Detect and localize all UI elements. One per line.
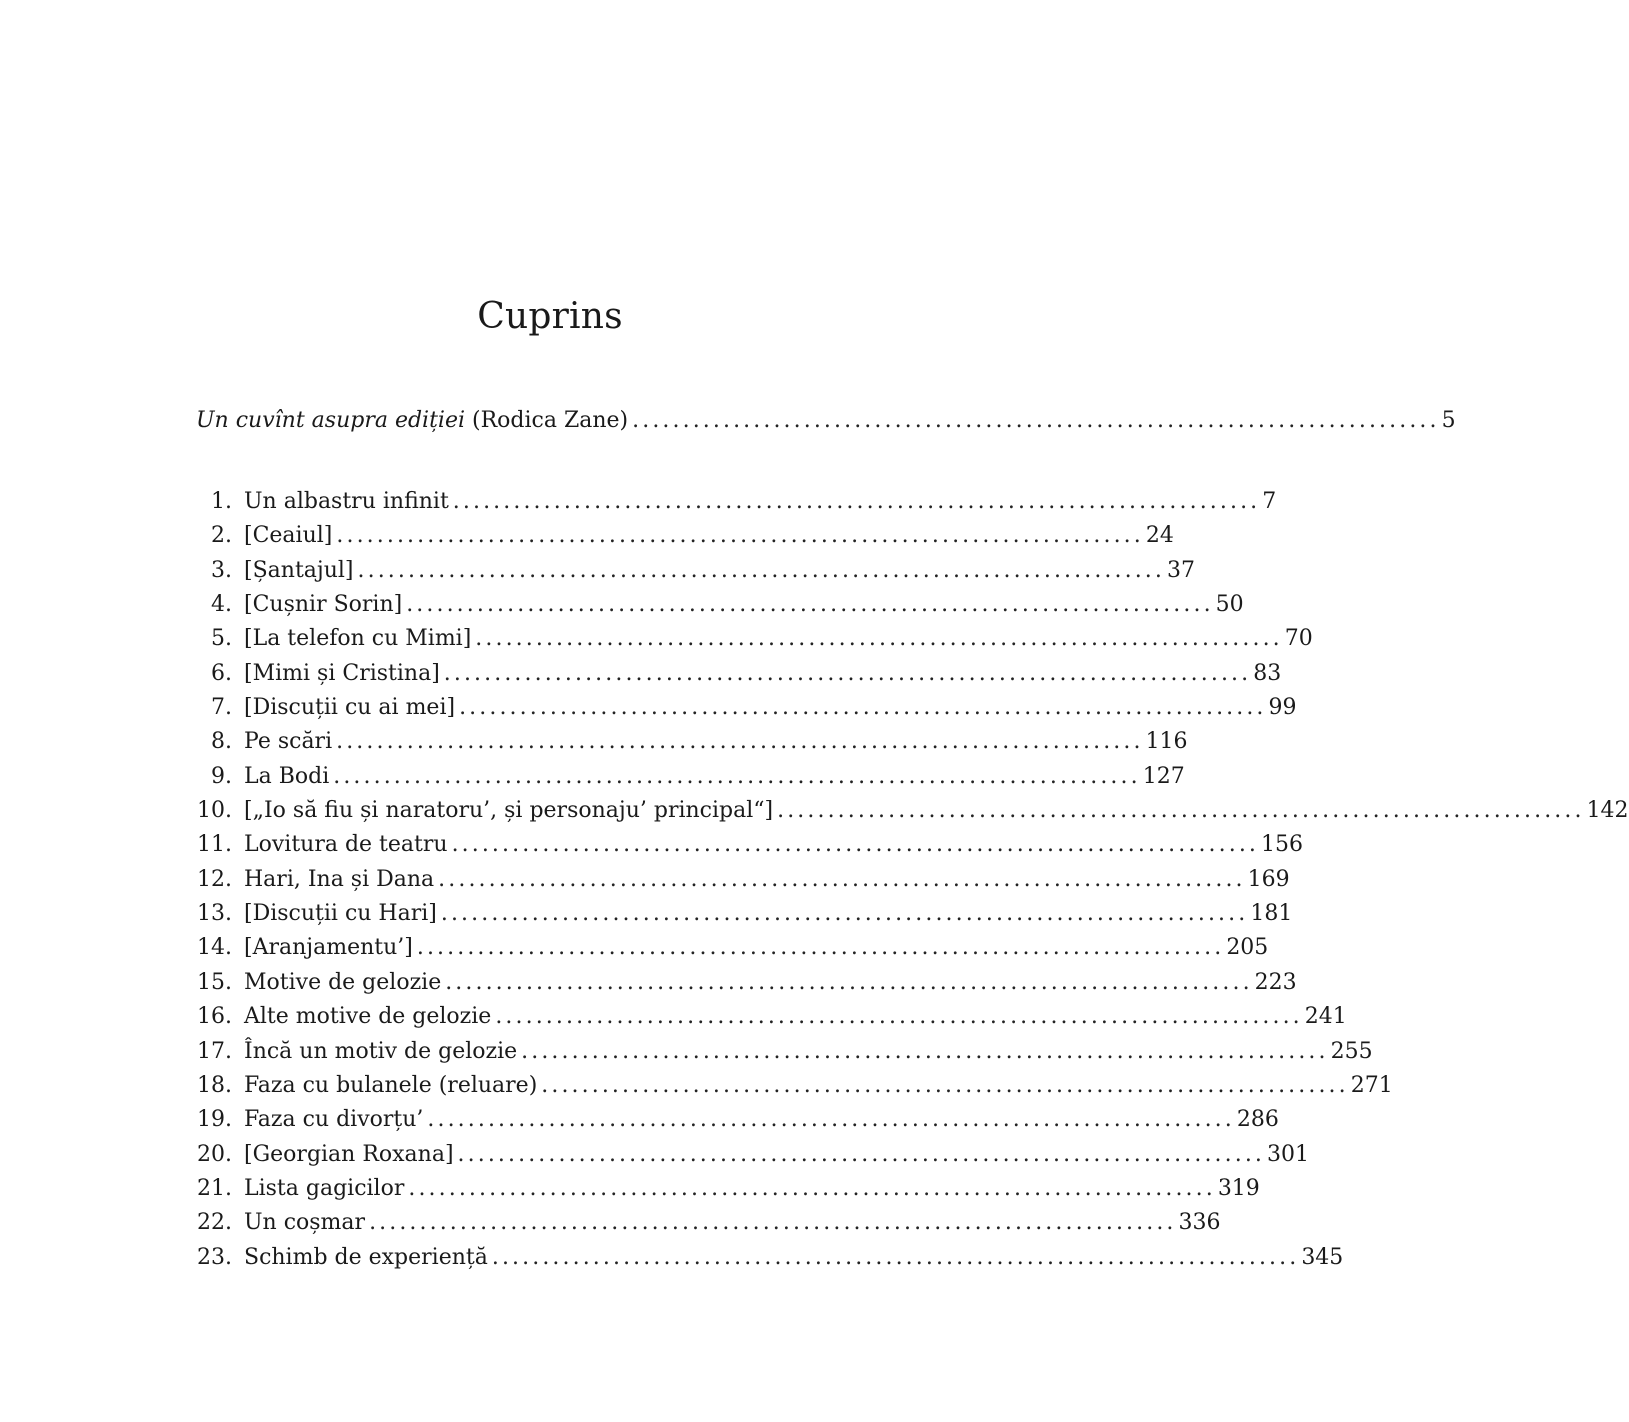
toc-entry[interactable] bbox=[196, 622, 1313, 656]
toc-entry-page: 37 bbox=[1166, 557, 1195, 583]
toc-entry-page: 345 bbox=[1301, 1244, 1344, 1270]
dot-leader: ................................................................................ bbox=[445, 969, 1253, 995]
toc-entry-label: Alte motive de gelozie bbox=[244, 1004, 492, 1030]
dot-leader: ................................................................................ bbox=[438, 866, 1246, 892]
toc-entry-number: 12. bbox=[197, 866, 232, 892]
dot-leader: ................................................................................ bbox=[357, 557, 1165, 583]
dot-leader: ................................................................................ bbox=[541, 1072, 1349, 1098]
dot-leader: ................................................................................ bbox=[491, 1244, 1300, 1270]
toc-entry-label: [Ceaiul] bbox=[244, 523, 333, 549]
toc-entry[interactable] bbox=[196, 554, 1195, 588]
dot-leader: ................................................................................ bbox=[336, 729, 1144, 755]
toc-entry-number: 6. bbox=[211, 660, 232, 686]
toc-entry[interactable] bbox=[196, 725, 1188, 759]
toc-entry-page: 205 bbox=[1226, 935, 1269, 961]
toc-entry[interactable] bbox=[196, 828, 1304, 862]
dot-leader: ................................................................................ bbox=[457, 1141, 1265, 1167]
dot-leader: ................................................................................ bbox=[416, 935, 1225, 961]
toc-entry-number: 18. bbox=[197, 1072, 232, 1098]
toc-entry-label: La Bodi bbox=[244, 763, 330, 789]
dot-leader: ................................................................................ bbox=[451, 832, 1260, 858]
dot-leader: ................................................................................ bbox=[777, 798, 1585, 824]
page-title: Cuprins bbox=[477, 296, 623, 337]
toc-entry-page: 83 bbox=[1253, 660, 1282, 686]
toc-entry-page: 7 bbox=[1262, 489, 1277, 514]
toc-entry-label: Faza cu bulanele (reluare) bbox=[244, 1072, 538, 1098]
dot-leader: ................................................................................ bbox=[408, 1175, 1216, 1201]
toc-entry-page: 142 bbox=[1586, 798, 1629, 824]
toc-entry-number: 15. bbox=[197, 969, 232, 995]
toc-entry-label: Schimb de experiență bbox=[244, 1244, 488, 1270]
toc-entry-page: 116 bbox=[1145, 729, 1188, 755]
dot-leader: ................................................................................ bbox=[333, 763, 1141, 789]
dot-leader: ................................................................................ bbox=[443, 660, 1252, 686]
toc-entry-page: 223 bbox=[1254, 969, 1297, 995]
toc-entry-label: [„Io să fiu și naratoru’, și personaju’ principal“] bbox=[244, 798, 774, 824]
toc-entry[interactable] bbox=[196, 657, 1282, 691]
toc-entry-label: Hari, Ina și Dana bbox=[244, 866, 435, 892]
toc-entry-number: 22. bbox=[197, 1210, 232, 1236]
toc-entry[interactable] bbox=[196, 691, 1297, 725]
toc-entry-label: Lovitura de teatru bbox=[244, 832, 448, 858]
toc-entry-number: 11. bbox=[197, 832, 232, 858]
toc-entry-page: 5 bbox=[1441, 408, 1456, 433]
toc-entry-label: Un coșmar bbox=[244, 1210, 366, 1236]
toc-entry-number: 2. bbox=[211, 523, 232, 549]
toc-entry-page: 24 bbox=[1145, 523, 1174, 549]
toc-entry-number: 9. bbox=[211, 763, 232, 789]
toc-entry-page: 169 bbox=[1247, 866, 1290, 892]
toc-entry-number: 4. bbox=[211, 592, 232, 618]
toc-entry-number: 21. bbox=[197, 1175, 232, 1201]
toc-entry-number: 23. bbox=[197, 1244, 232, 1270]
toc-entry[interactable] bbox=[196, 1241, 1344, 1275]
toc-entry[interactable] bbox=[196, 863, 1290, 897]
toc-entry[interactable] bbox=[196, 760, 1185, 794]
toc-entry-number: 14. bbox=[197, 935, 232, 961]
dot-leader: ................................................................................ bbox=[495, 1004, 1303, 1030]
toc-entry[interactable] bbox=[196, 1103, 1279, 1137]
toc-entry-label-author: (Rodica Zane) bbox=[465, 408, 629, 433]
toc-entry[interactable] bbox=[196, 485, 1277, 519]
toc-entry-label: Faza cu divorțu’ bbox=[244, 1107, 424, 1133]
toc-entry-label: [Georgian Roxana] bbox=[244, 1141, 454, 1167]
toc-entry[interactable] bbox=[196, 1206, 1221, 1240]
toc-entry-number: 5. bbox=[211, 626, 232, 652]
dot-leader: ................................................................................ bbox=[336, 523, 1144, 549]
toc-entry[interactable] bbox=[196, 588, 1244, 622]
toc-entry-number: 13. bbox=[197, 901, 232, 927]
dot-leader: ................................................................................ bbox=[427, 1107, 1235, 1133]
toc-entry-label: Pe scări bbox=[244, 729, 333, 755]
dot-leader: ................................................................................ bbox=[452, 489, 1261, 514]
toc-entry-label: [Discuții cu ai mei] bbox=[244, 695, 456, 721]
toc-entry-number: 1. bbox=[211, 489, 232, 514]
toc-entry-page: 50 bbox=[1215, 592, 1244, 618]
dot-leader: ................................................................................ bbox=[369, 1210, 1177, 1236]
toc-entry[interactable] bbox=[196, 1000, 1347, 1034]
toc-entry-number: 17. bbox=[197, 1038, 232, 1064]
toc-entry-page: 99 bbox=[1268, 695, 1297, 721]
toc-entry-label-italic: Un cuvînt asupra ediției bbox=[196, 408, 466, 433]
dot-leader: ................................................................................ bbox=[521, 1038, 1329, 1064]
toc-entry-number: 7. bbox=[211, 695, 232, 721]
toc-entry-label: [Șantajul] bbox=[244, 557, 354, 583]
toc-entry-number: 3. bbox=[211, 557, 232, 583]
toc-entry-page: 336 bbox=[1178, 1210, 1221, 1236]
dot-leader: ................................................................................ bbox=[459, 695, 1267, 721]
toc-chapter-list bbox=[196, 485, 1629, 1275]
toc-entry-page: 319 bbox=[1217, 1175, 1260, 1201]
toc-entry[interactable] bbox=[196, 966, 1297, 1000]
toc-entry-label: [La telefon cu Mimi] bbox=[244, 626, 472, 652]
toc-entry-number: 20. bbox=[197, 1141, 232, 1167]
toc-entry[interactable] bbox=[196, 1172, 1260, 1206]
toc-entry-label bbox=[196, 404, 628, 438]
toc-entry[interactable] bbox=[196, 794, 1629, 828]
toc-entry-page: 156 bbox=[1261, 832, 1304, 858]
toc-entry[interactable] bbox=[196, 897, 1293, 931]
toc-entry-page: 241 bbox=[1304, 1004, 1347, 1030]
toc-entry[interactable] bbox=[196, 931, 1269, 965]
toc-intro-row[interactable] bbox=[196, 404, 1456, 438]
toc-entry-number: 19. bbox=[197, 1107, 232, 1133]
toc-entry-page: 271 bbox=[1350, 1072, 1393, 1098]
toc-entry-page: 286 bbox=[1236, 1107, 1279, 1133]
toc-entry-label: Motive de gelozie bbox=[244, 969, 442, 995]
toc-intro bbox=[196, 404, 1456, 438]
dot-leader: ................................................................................ bbox=[406, 592, 1214, 618]
toc-entry-number: 16. bbox=[197, 1004, 232, 1030]
toc-entry[interactable] bbox=[196, 519, 1174, 553]
toc-entry-label: Încă un motiv de gelozie bbox=[244, 1038, 518, 1064]
toc-entry-label: [Aranjamentu’] bbox=[244, 935, 413, 961]
toc-entry-label: Un albastru infinit bbox=[244, 489, 449, 514]
toc-entry-page: 255 bbox=[1330, 1038, 1373, 1064]
toc-entry-number: 8. bbox=[211, 729, 232, 755]
dot-leader: ................................................................................ bbox=[632, 408, 1440, 433]
dot-leader: ................................................................................ bbox=[440, 901, 1249, 927]
dot-leader: ................................................................................ bbox=[475, 626, 1283, 652]
toc-entry-page: 70 bbox=[1284, 626, 1313, 652]
toc-entry-page: 181 bbox=[1250, 901, 1293, 927]
toc-entry[interactable] bbox=[196, 1069, 1393, 1103]
toc-entry-page: 301 bbox=[1267, 1141, 1309, 1167]
toc-entry-number: 10. bbox=[197, 798, 232, 824]
toc-entry-page: 127 bbox=[1142, 763, 1185, 789]
toc-entry-label: Lista gagicilor bbox=[244, 1175, 405, 1201]
toc-entry-label: [Cușnir Sorin] bbox=[244, 592, 403, 618]
toc-entry[interactable] bbox=[196, 1138, 1309, 1172]
toc-entry-label: [Discuții cu Hari] bbox=[244, 901, 437, 927]
toc-entry-label: [Mimi și Cristina] bbox=[244, 660, 440, 686]
toc-entry[interactable] bbox=[196, 1035, 1373, 1069]
